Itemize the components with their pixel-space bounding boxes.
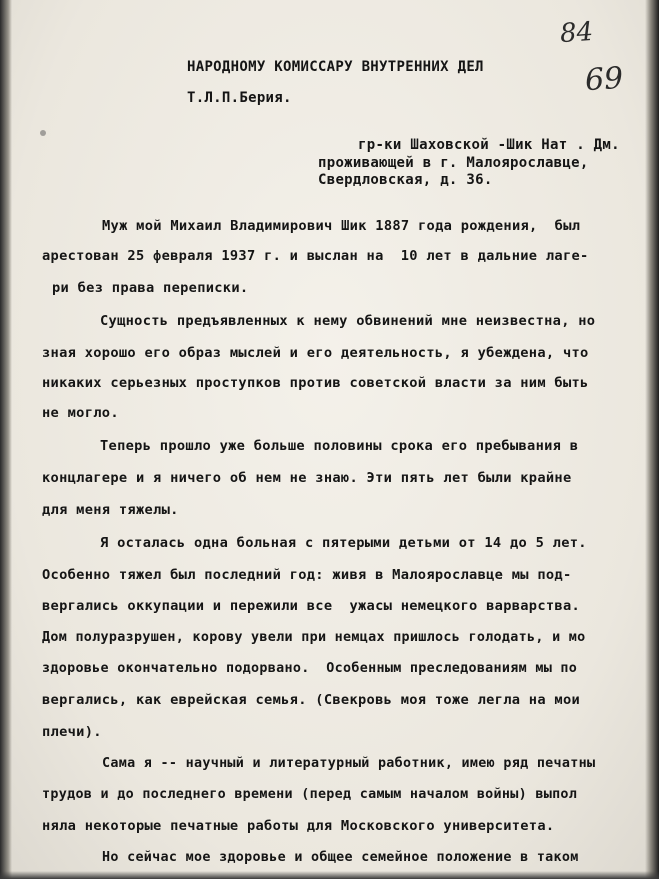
addressee-line-1: НАРОДНОМУ КОМИССАРУ ВНУТРЕННИХ ДЕЛ: [187, 59, 484, 75]
body-line: Но сейчас мое здоровье и общее семейное положение в таком: [102, 850, 579, 865]
scan-edge-left: [0, 0, 12, 879]
body-line: трудов и до последнего времени (перед самым началом войны) выпол: [42, 787, 578, 802]
sender-line-1: гр-ки Шаховской -Шик Нат . Дм.: [358, 137, 620, 153]
body-line: Сущность предъявленных к нему обвинений мне неизвестна, но: [100, 313, 596, 329]
sender-line-2: проживающей в г. Малоярославце,: [318, 155, 589, 171]
handwritten-number-2: 69: [583, 60, 625, 99]
body-line: арестован 25 февраля 1937 г. и выслан на 10 лет в дальние лаге-: [42, 248, 589, 264]
body-line: вергались оккупации и пережили все ужасы немецкого варварства.: [42, 598, 581, 614]
body-line: Муж мой Михаил Владимирович Шик 1887 года рождения, был: [102, 218, 581, 234]
body-line: Сама я -- научный и литературный работник, имею ряд печатны: [102, 756, 596, 771]
body-line: здоровье окончательно подорвано. Особенным преследованиям мы по: [42, 661, 578, 676]
body-line: никаких серьезных проступков против советской власти за ним быть: [42, 375, 589, 391]
body-line: плечи).: [42, 724, 102, 740]
scan-edge-bottom: [0, 871, 659, 879]
body-line: вергались, как еврейская семья. (Свекровь моя тоже легла на мои: [42, 692, 581, 708]
body-line: зная хорошо его образ мыслей и его деятельность, я убеждена, что: [42, 345, 589, 361]
body-line: концлагере и я ничего об нем не знаю. Эти пять лет были крайне: [42, 470, 572, 486]
body-line: Особенно тяжел был последний год: живя в Малоярославце мы под-: [42, 567, 572, 583]
scan-edge-right: [645, 0, 659, 879]
body-line: няла некоторые печатные работы для Московского университета.: [42, 818, 555, 834]
body-line: Я осталась одна больная с пятерыми детьми от 14 до 5 лет.: [100, 535, 587, 551]
handwritten-number-1: 84: [558, 16, 595, 50]
body-line: ри без права переписки.: [52, 280, 249, 296]
body-line: для меня тяжелы.: [42, 502, 179, 518]
body-line: не могло.: [42, 405, 119, 421]
body-line: Теперь прошло уже больше половины срока его пребывания в: [100, 438, 579, 454]
addressee-line-2: Т.Л.П.Берия.: [187, 90, 292, 106]
body-line: Дом полуразрушен, корову увели при немцах пришлось голодать, и мо: [42, 630, 586, 645]
scan-smudge: [40, 130, 46, 136]
sender-line-3: Свердловская, д. 36.: [318, 172, 493, 188]
